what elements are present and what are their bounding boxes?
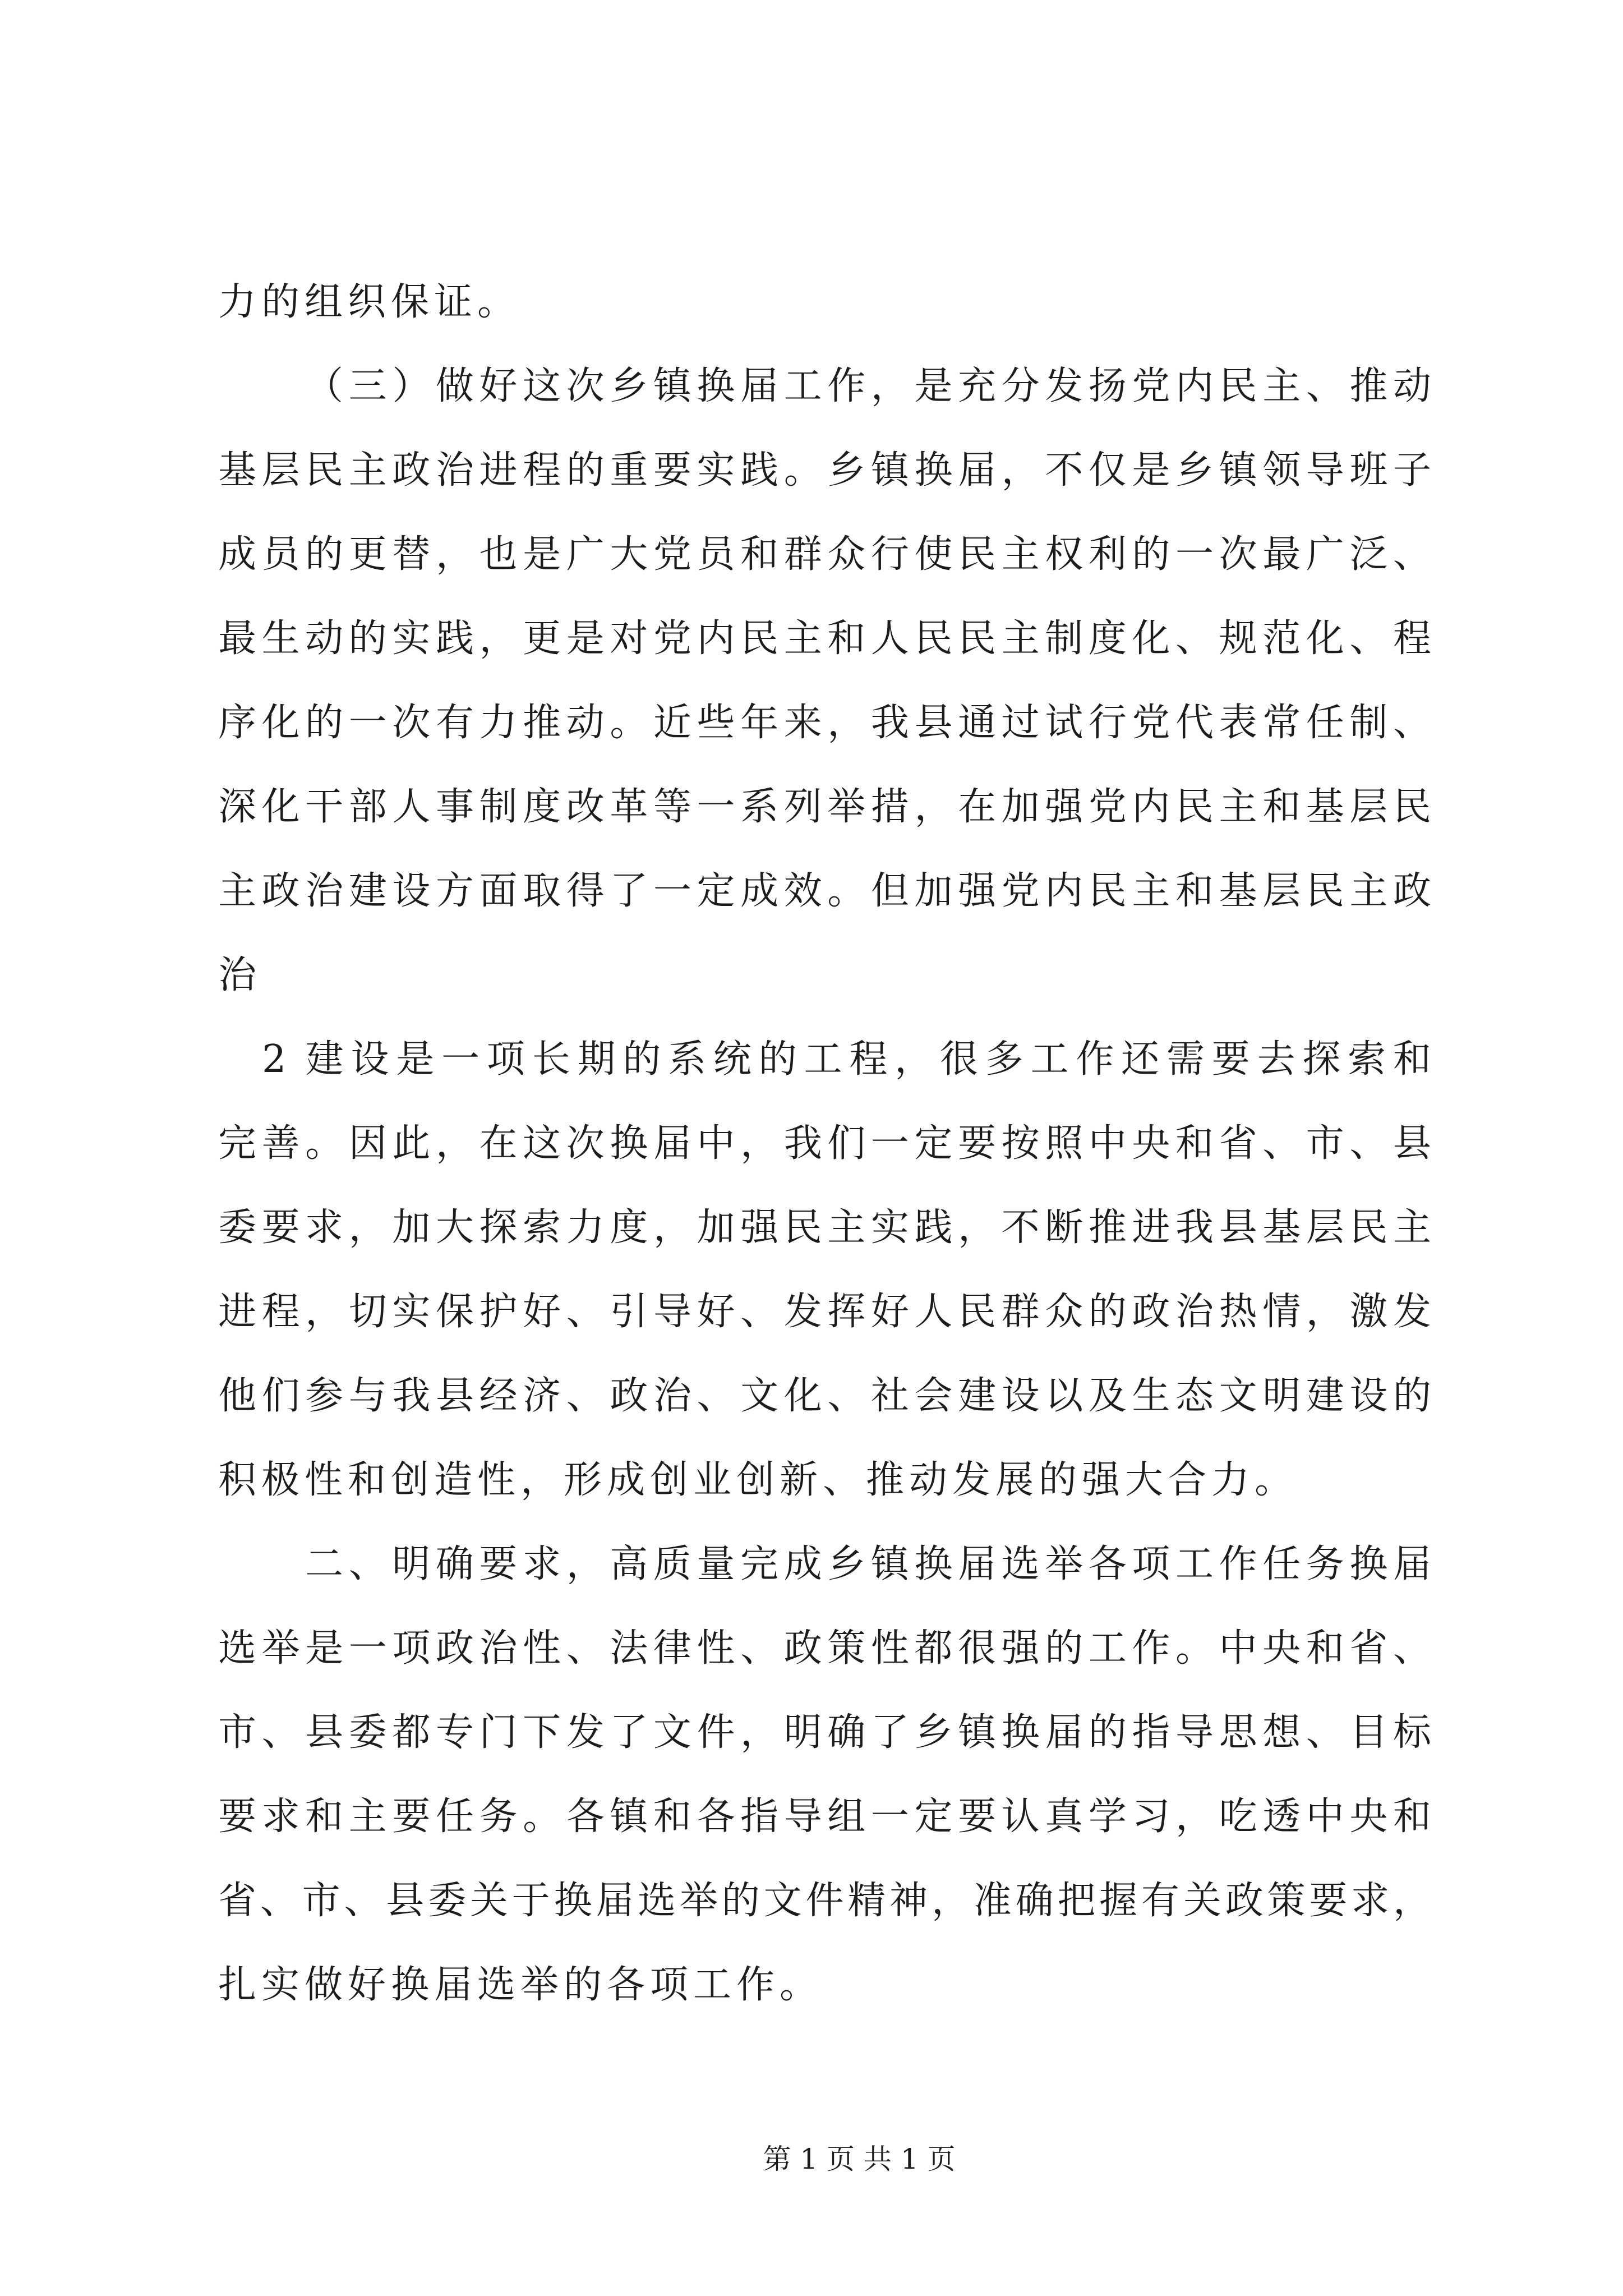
text-line: 扎实做好换届选举的各项工作。 — [218, 1963, 823, 2007]
text-line: 深化干部人事制度改革等一系列举措，在加强党内民主和基层民 — [218, 785, 1431, 829]
text-line: 基层民主政治进程的重要实践。乡镇换届，不仅是乡镇领导班子 — [218, 448, 1431, 493]
document-body — [218, 260, 1431, 2027]
page-footer — [523, 2137, 1196, 2182]
paragraph — [218, 1522, 1431, 2027]
text-line: 省、市、县委关于换届选举的文件精神，准确把握有关政策要求， — [218, 1879, 1431, 1923]
text-line: （三）做好这次乡镇换届工作，是充分发扬党内民主、推动 — [305, 364, 1431, 408]
text-line: 治 — [218, 953, 262, 997]
text-line: 二、明确要求，高质量完成乡镇换届选举各项工作任务换届 — [305, 1542, 1431, 1586]
text-line: 最生动的实践，更是对党内民主和人民民主制度化、规范化、程 — [218, 616, 1431, 661]
paragraph — [218, 1018, 1431, 1522]
text-line: 进程，切实保护好、引导好、发挥好人民群众的政治热情，激发 — [218, 1290, 1431, 1334]
text-line: 成员的更替，也是广大党员和群众行使民主权利的一次最广泛、 — [218, 532, 1431, 577]
paragraph — [218, 344, 1431, 1018]
text-line: 2 建设是一项长期的系统的工程，很多工作还需要去探索和 — [262, 1037, 1431, 1082]
paragraph — [218, 260, 1431, 344]
text-line: 序化的一次有力推动。近些年来，我县通过试行党代表常任制、 — [218, 701, 1431, 745]
text-line: 积极性和创造性，形成创业创新、推动发展的强大合力。 — [218, 1458, 1298, 1502]
text-line: 要求和主要任务。各镇和各指导组一定要认真学习，吃透中央和 — [218, 1795, 1431, 1839]
page-number-label: 第 1 页 共 1 页 — [763, 2143, 956, 2175]
text-line: 委要求，加大探索力度，加强民主实践，不断推进我县基层民主 — [218, 1205, 1431, 1250]
text-line: 市、县委都专门下发了文件，明确了乡镇换届的指导思想、目标 — [218, 1710, 1431, 1755]
text-line: 力的组织保证。 — [218, 280, 521, 324]
text-line: 选举是一项政治性、法律性、政策性都很强的工作。中央和省、 — [218, 1626, 1431, 1671]
text-line: 主政治建设方面取得了一定成效。但加强党内民主和基层民主政 — [218, 869, 1431, 913]
text-line: 完善。因此，在这次换届中，我们一定要按照中央和省、市、县 — [218, 1121, 1431, 1166]
text-line: 他们参与我县经济、政治、文化、社会建设以及生态文明建设的 — [218, 1374, 1431, 1418]
